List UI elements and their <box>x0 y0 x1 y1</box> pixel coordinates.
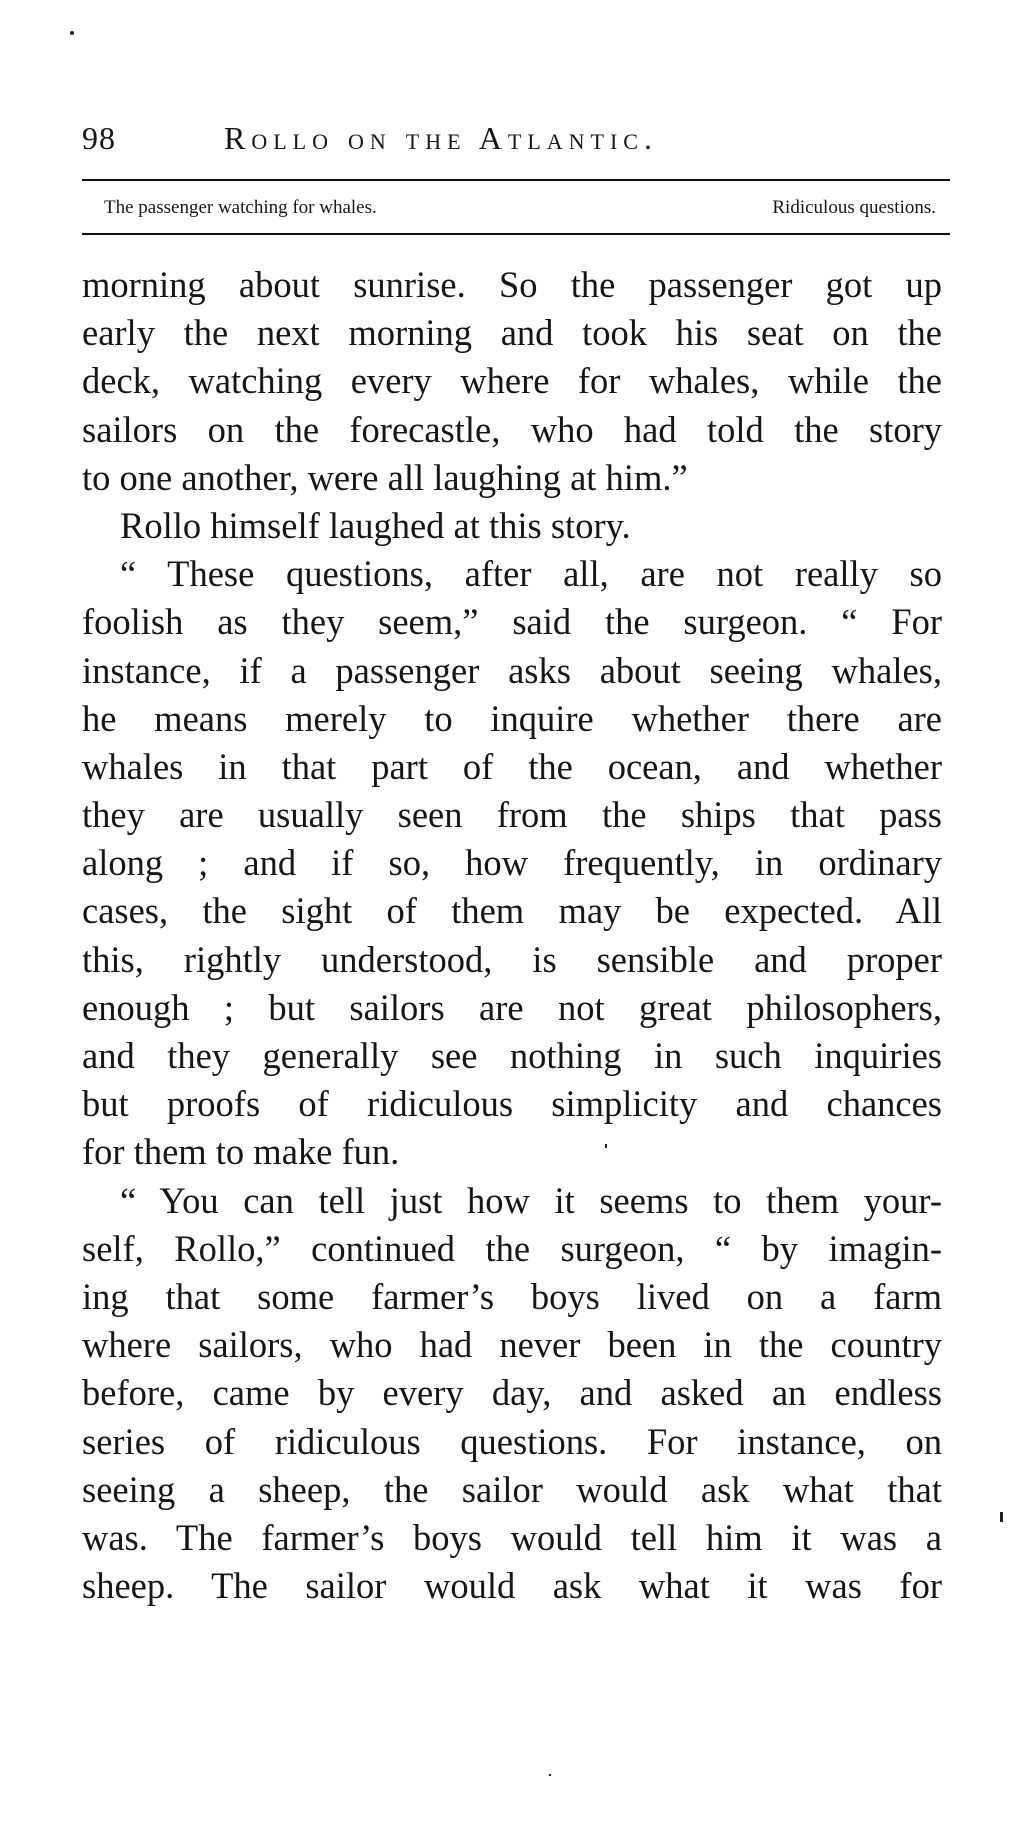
text-line: cases, the sight of them may be expected. All <box>82 890 942 932</box>
print-speck <box>70 31 74 35</box>
topic-right: Ridiculous questions. <box>772 197 936 218</box>
body-text <box>82 261 942 1610</box>
text-line: for them to make fun. <box>82 1131 400 1173</box>
text-line: he means merely to inquire whether there are <box>82 697 942 739</box>
text-line: sailors on the forecastle, who had told the story <box>82 408 942 450</box>
text-line: “ You can tell just how it seems to them your- <box>120 1179 942 1221</box>
text-line: series of ridiculous questions. For instance, on <box>82 1420 942 1462</box>
text-line: was. The farmer’s boys would tell him it was a <box>82 1516 942 1558</box>
text-line: seeing a sheep, the sailor would ask what that <box>82 1468 942 1510</box>
text-line: whales in that part of the ocean, and whether <box>82 745 942 787</box>
page-header <box>82 118 942 158</box>
text-line: self, Rollo,” continued the surgeon, “ by imagin- <box>82 1227 942 1269</box>
text-line: foolish as they seem,” said the surgeon. “ For <box>82 601 942 643</box>
text-line: early the next morning and took his seat on the <box>82 312 942 354</box>
topic-headline-row <box>104 194 936 222</box>
text-line: and they generally see nothing in such inquiries <box>82 1035 942 1076</box>
text-line: enough ; but sailors are not great philosophers, <box>82 986 942 1028</box>
text-line: before, came by every day, and asked an endless <box>82 1372 942 1414</box>
print-speck <box>1000 1512 1003 1522</box>
header-top-rule <box>82 179 950 181</box>
text-line: this, rightly understood, is sensible and proper <box>82 938 942 980</box>
text-line: where sailors, who had never been in the country <box>82 1324 942 1366</box>
running-title: Rollo on the Atlantic. <box>224 120 658 156</box>
text-line: but proofs of ridiculous simplicity and chances <box>82 1083 942 1125</box>
topic-left: The passenger watching for whales. <box>104 197 377 218</box>
header-bottom-rule <box>82 233 950 235</box>
print-speck <box>549 1774 551 1776</box>
page-number: 98 <box>82 120 116 156</box>
print-speck <box>605 1144 607 1148</box>
text-line: deck, watching every where for whales, while the <box>82 360 942 402</box>
text-line: to one another, were all laughing at him.” <box>82 456 688 498</box>
text-line: Rollo himself laughed at this story. <box>120 504 631 546</box>
text-line: instance, if a passenger asks about seeing whales, <box>82 649 942 691</box>
text-line: along ; and if so, how frequently, in ordinary <box>82 842 942 884</box>
text-line: sheep. The sailor would ask what it was for <box>82 1565 942 1607</box>
text-line: morning about sunrise. So the passenger got up <box>82 264 942 305</box>
text-line: they are usually seen from the ships that pass <box>82 794 942 836</box>
text-line: ing that some farmer’s boys lived on a farm <box>82 1275 942 1317</box>
text-line: “ These questions, after all, are not really so <box>120 553 942 595</box>
